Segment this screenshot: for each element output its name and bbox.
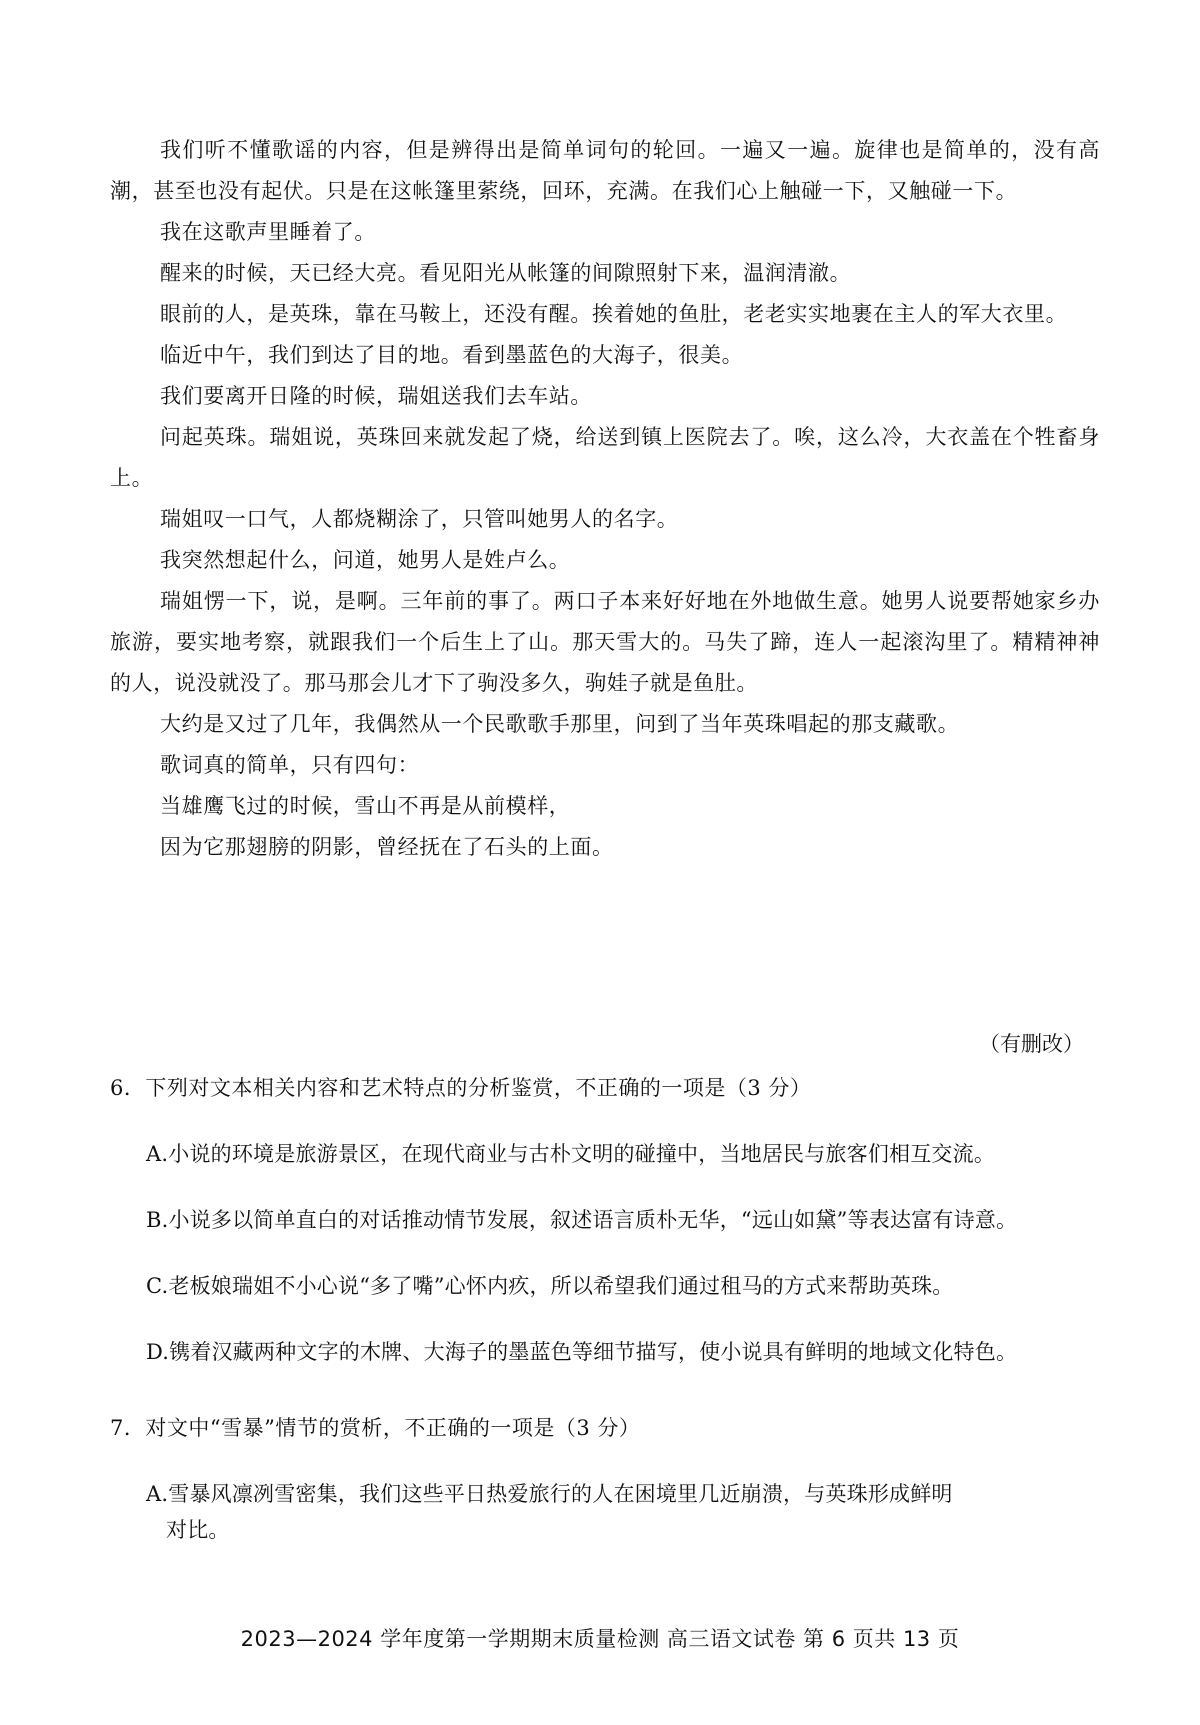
passage-paragraph-11: 大约是又过了几年，我偶然从一个民歌歌手那里，问到了当年英珠唱起的那支藏歌。 — [160, 712, 960, 736]
question-6-option-a[interactable]: A.小说的环境是旅游景区，在现代商业与古朴文明的碰撞中，当地居民与旅客们相互交流。 — [146, 1142, 996, 1166]
reading-passage — [110, 130, 1100, 868]
passage-paragraph-1: 我们听不懂歌谣的内容，但是辨得出是简单词句的轮回。一遍又一遍。旋律也是简单的，没有高潮，甚至也没有起伏。只是在这帐篷里萦绕，回环，充满。在我们心上触碰一下，又触碰一下。 — [110, 138, 1100, 203]
question-7-option-a[interactable] — [110, 1476, 1100, 1548]
passage-paragraph-10: 瑞姐愣一下，说，是啊。三年前的事了。两口子本来好好地在外地做生意。她男人说要帮她家乡办旅游，要实地考察，就跟我们一个后生上了山。那天雪大的。马失了蹄，连人一起滚沟里了。精精神神的人，说没就没了。那马那会儿才下了驹没多久，驹娃子就是鱼肚。 — [110, 589, 1100, 695]
passage-paragraph-9: 我突然想起什么，问道，她男人是姓卢么。 — [160, 548, 571, 572]
song-lyric-line-2: 因为它那翅膀的阴影，曾经抚在了石头的上面。 — [160, 835, 614, 859]
question-6-option-b[interactable]: B.小说多以简单直白的对话推动情节发展，叙述语言质朴无华，“远山如黛”等表达富有诗意。 — [146, 1208, 1018, 1232]
passage-paragraph-8: 瑞姐叹一口气，人都烧糊涂了，只管叫她男人的名字。 — [160, 507, 679, 531]
song-lyric-line-1: 当雄鹰飞过的时候，雪山不再是从前模样， — [160, 794, 571, 818]
passage-paragraph-4: 眼前的人，是英珠，靠在马鞍上，还没有醒。挨着她的鱼肚，老老实实地裹在主人的军大衣里。 — [160, 302, 1068, 326]
question-6-stem: 6．下列对文本相关内容和艺术特点的分析鉴赏，不正确的一项是（3 分） — [110, 1076, 812, 1100]
question-7-option-a-continuation: 对比。 — [166, 1518, 230, 1542]
source-note: （有删改） — [979, 1032, 1084, 1056]
question-6-option-c[interactable]: C.老板娘瑞姐不小心说“多了嘴”心怀内疚，所以希望我们通过租马的方式来帮助英珠。 — [146, 1274, 954, 1298]
question-7 — [110, 1410, 1100, 1548]
passage-paragraph-7: 问起英珠。瑞姐说，英珠回来就发起了烧，给送到镇上医院去了。唉，这么冷，大衣盖在个牲畜身上。 — [110, 425, 1100, 490]
question-7-option-a-text: A.雪暴风凛冽雪密集，我们这些平日热爱旅行的人在困境里几近崩溃，与英珠形成鲜明 — [146, 1482, 953, 1506]
page-footer: 2023—2024 学年度第一学期期末质量检测 高三语文试卷 第 6 页共 13 页 — [240, 1627, 960, 1651]
passage-paragraph-12: 歌词真的简单，只有四句： — [160, 753, 420, 777]
question-7-stem: 7．对文中“雪暴”情节的赏析，不正确的一项是（3 分） — [110, 1416, 641, 1440]
question-6-option-d[interactable]: D.镌着汉藏两种文字的木牌、大海子的墨蓝色等细节描写，使小说具有鲜明的地域文化特色。 — [146, 1340, 1018, 1364]
passage-paragraph-5: 临近中午，我们到达了目的地。看到墨蓝色的大海子，很美。 — [160, 343, 744, 367]
question-6 — [110, 1070, 1100, 1370]
passage-paragraph-3: 醒来的时候，天已经大亮。看见阳光从帐篷的间隙照射下来，温润清澈。 — [160, 261, 852, 285]
passage-paragraph-6: 我们要离开日隆的时候，瑞姐送我们去车站。 — [160, 384, 592, 408]
passage-paragraph-2: 我在这歌声里睡着了。 — [160, 220, 376, 244]
